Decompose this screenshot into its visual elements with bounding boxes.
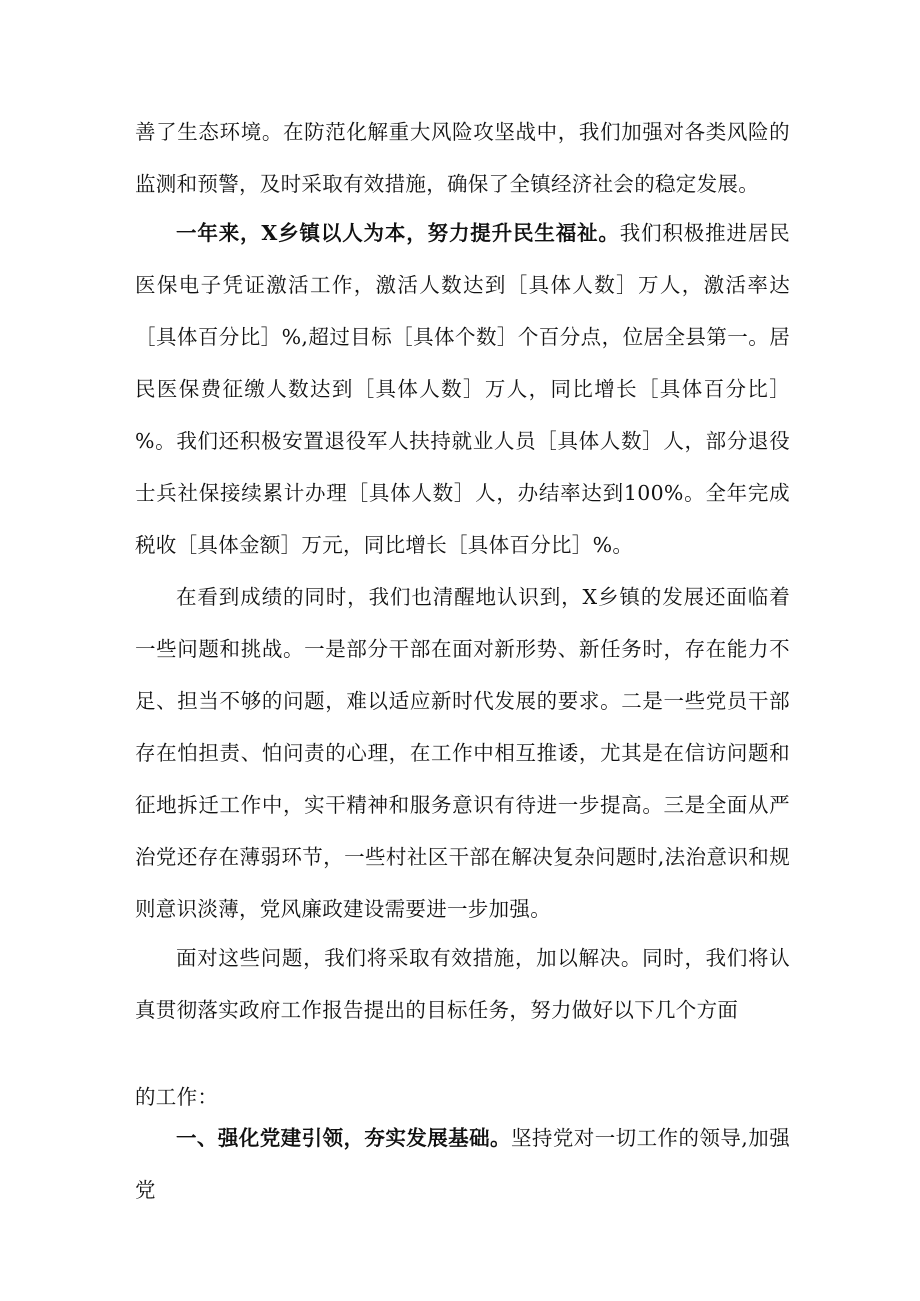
- paragraph-text: 坚持党对一切工作的领导,加强党: [135, 1126, 790, 1202]
- paragraph-text: 在看到成绩的同时，我们也清醒地认识到，X乡镇的发展还面临着一些问题和挑战。一是部分干部在面对新形势、新任务时，存在能力不足、担当不够的问题，难以适应新时代发展的要求。二是一些党员干部存在怕担责、怕问责的心理，在工作中相互推诿，尤其是在信访问题和征地拆迁工作中，实干精神和服务意识有待进一步提高。三是全面从严治党还存在薄弱环节，一些村社区干部在解决复杂问题时,法治意识和规则意识淡薄，党风廉政建设需要进一步加强。: [135, 585, 790, 921]
- paragraph-livelihood: [135, 207, 790, 571]
- section-heading: 一、强化党建引领，夯实发展基础。: [176, 1126, 511, 1150]
- paragraph-ecology: [135, 106, 790, 210]
- paragraph-measures: [135, 932, 790, 1036]
- paragraph-text: 的工作：: [135, 1085, 219, 1109]
- paragraph-text: 我们积极推进居民医保电子凭证激活工作，激活人数达到［具体人数］万人，激活率达［具体百分比］%,超过目标［具体个数］个百分点，位居全县第一。居民医保费征缴人数达到［具体人数］万人，同比增长［具体百分比］%。我们还积极安置退役军人扶持就业人员［具体人数］人，部分退役士兵社保接续累计办理［具体人数］人，办结率达到100%。全年完成税收［具体金额］万元，同比增长［具体百分比］%。: [135, 221, 790, 557]
- paragraph-text: 善了生态环境。在防范化解重大风险攻坚战中，我们加强对各类风险的监测和预警，及时采取有效措施，确保了全镇经济社会的稳定发展。: [135, 120, 790, 196]
- paragraph-lead-heading: 一年来，X乡镇以人为本，努力提升民生福祉。: [176, 221, 620, 245]
- paragraph-section-one: [135, 1112, 790, 1216]
- paragraph-problems: [135, 571, 790, 935]
- paragraph-text: 面对这些问题，我们将采取有效措施，加以解决。同时，我们将认真贯彻落实政府工作报告提出的目标任务，努力做好以下几个方面: [135, 946, 790, 1022]
